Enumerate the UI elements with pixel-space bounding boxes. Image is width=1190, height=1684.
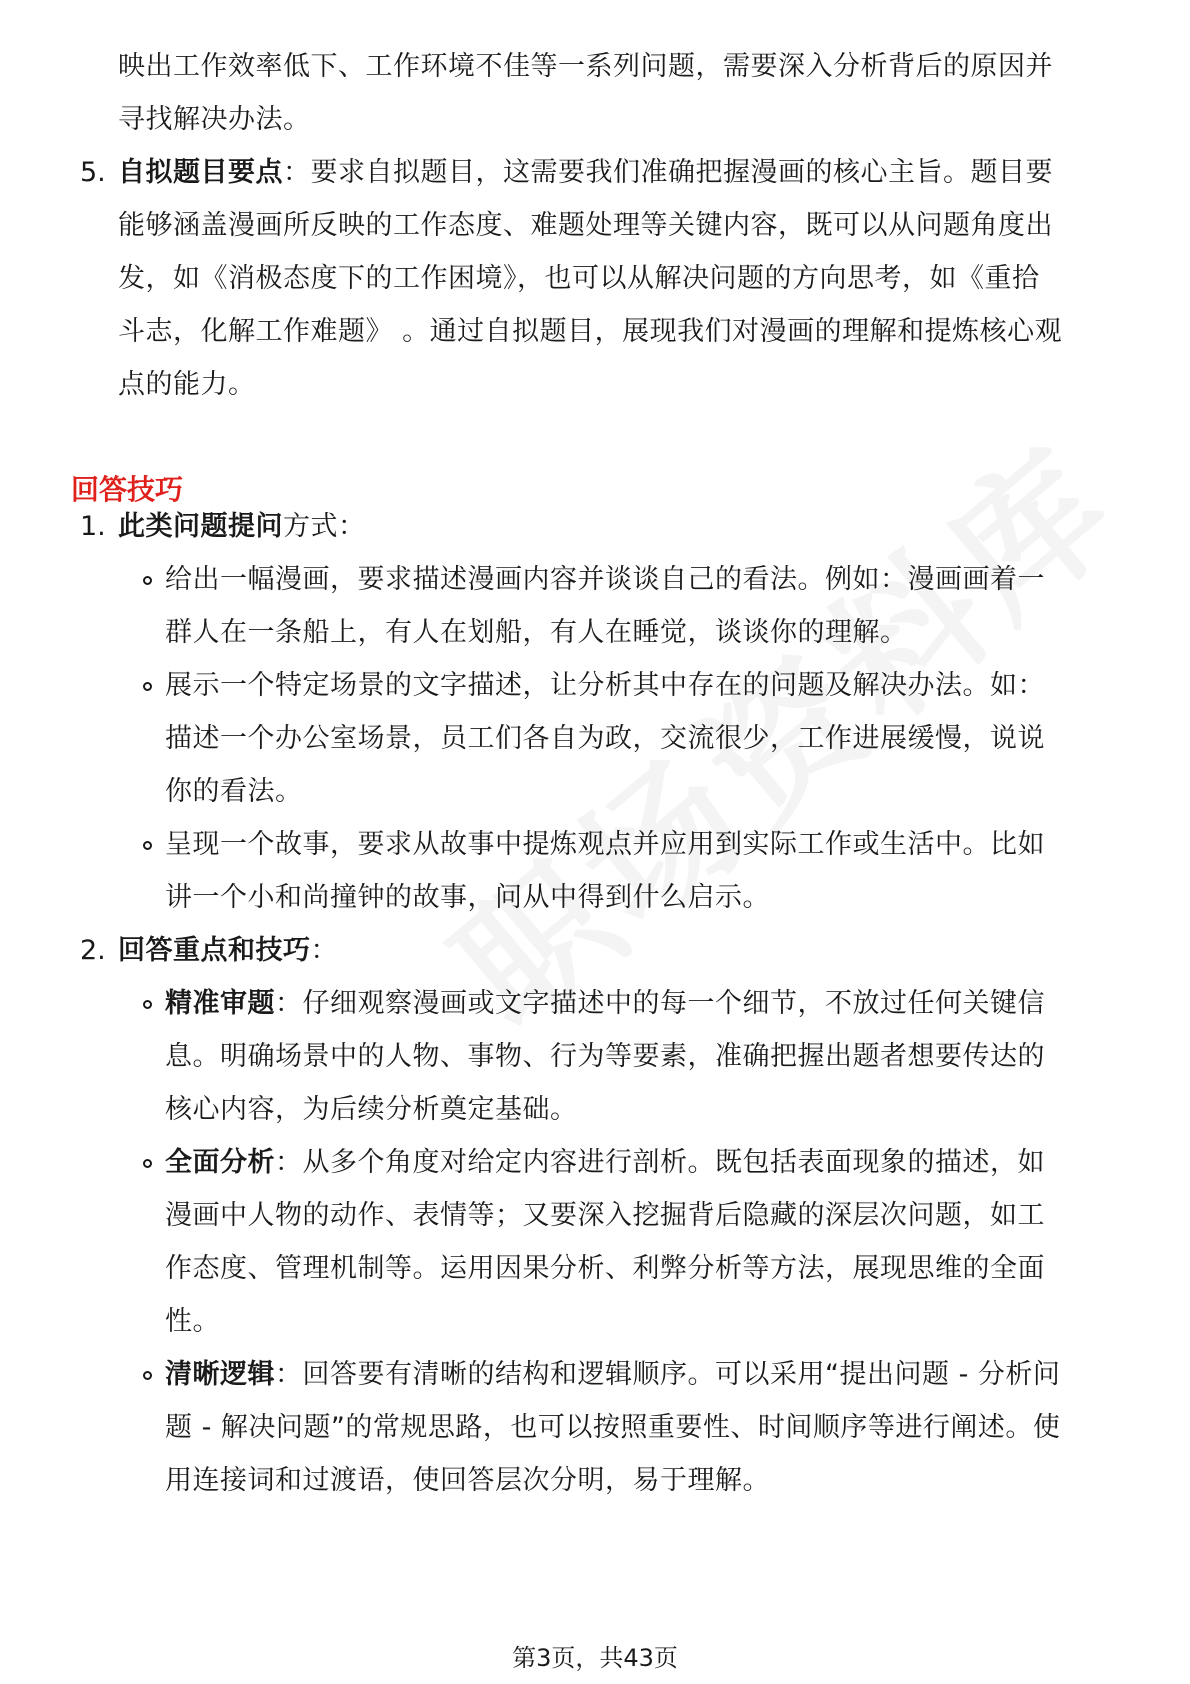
bullet-circle-icon <box>143 1159 152 1168</box>
paragraph-line: 映出工作效率低下、工作环境不佳等一系列问题，需要深入分析背后的原因并 <box>118 51 1053 82</box>
bullet-line: 描述一个办公室场景，员工们各自为政，交流很少，工作进展缓慢，说说 <box>165 723 1045 754</box>
bullet-line: 用连接词和过渡语，使回答层次分明，易于理解。 <box>165 1465 770 1496</box>
list-number: 1. <box>80 511 106 542</box>
bullet-text: ：从多个角度对给定内容进行剖析。既包括表面现象的描述，如 <box>275 1147 1045 1178</box>
bullet-line: 展示一个特定场景的文字描述，让分析其中存在的问题及解决办法。如： <box>165 670 1045 701</box>
list-item-line <box>118 144 1053 202</box>
bullet-line: 呈现一个故事，要求从故事中提炼观点并应用到实际工作或生活中。比如 <box>165 829 1045 860</box>
bullet-circle-icon <box>143 576 152 585</box>
bullet-text: ：仔细观察漫画或文字描述中的每一个细节，不放过任何关键信 <box>275 988 1045 1019</box>
item-text: 方式： <box>283 511 366 542</box>
list-item-line <box>118 922 338 980</box>
item-title: 此类问题提问 <box>118 511 283 542</box>
item-text: ： <box>310 935 338 966</box>
bullet-line: 核心内容，为后续分析奠定基础。 <box>165 1094 578 1125</box>
bullet-title: 全面分析 <box>165 1147 275 1178</box>
paragraph-line: 点的能力。 <box>118 369 256 400</box>
bullet-line: 讲一个小和尚撞钟的故事，问从中得到什么启示。 <box>165 882 770 913</box>
item-title: 回答重点和技巧 <box>118 935 311 966</box>
bullet-circle-icon <box>143 841 152 850</box>
section-heading: 回答技巧 <box>71 473 184 506</box>
bullet-line: 性。 <box>165 1306 220 1337</box>
list-item-line <box>118 498 366 556</box>
bullet-line: 息。明确场景中的人物、事物、行为等要素，准确把握出题者想要传达的 <box>165 1041 1045 1072</box>
bullet-line: 作态度、管理机制等。运用因果分析、利弊分析等方法，展现思维的全面 <box>165 1253 1045 1284</box>
page-number: 第3页，共43页 <box>512 1644 678 1672</box>
bullet-line <box>165 975 1045 1033</box>
bullet-line: 题 - 解决问题”的常规思路，也可以按照重要性、时间顺序等进行阐述。使 <box>165 1412 1061 1443</box>
bullet-line: 漫画中人物的动作、表情等；又要深入挖掘背后隐藏的深层次问题，如工 <box>165 1200 1045 1231</box>
item-text: ：要求自拟题目，这需要我们准确把握漫画的核心主旨。题目要 <box>283 157 1053 188</box>
bullet-circle-icon <box>143 682 152 691</box>
list-number: 2. <box>80 935 106 966</box>
bullet-line <box>165 1134 1045 1192</box>
bullet-line <box>165 1346 1060 1404</box>
bullet-line: 群人在一条船上，有人在划船，有人在睡觉，谈谈你的理解。 <box>165 617 908 648</box>
bullet-line: 你的看法。 <box>165 776 303 807</box>
paragraph-line: 寻找解决办法。 <box>118 104 311 135</box>
paragraph-line: 发，如《消极态度下的工作困境》，也可以从解决问题的方向思考，如《重拾 <box>118 263 1040 294</box>
item-title: 自拟题目要点 <box>118 157 283 188</box>
bullet-title: 清晰逻辑 <box>165 1359 275 1390</box>
paragraph-line: 能够涵盖漫画所反映的工作态度、难题处理等关键内容，既可以从问题角度出 <box>118 210 1053 241</box>
bullet-circle-icon <box>143 1000 152 1009</box>
bullet-circle-icon <box>143 1371 152 1380</box>
list-number: 5. <box>80 157 106 188</box>
bullet-text: ：回答要有清晰的结构和逻辑顺序。可以采用“提出问题 - 分析问 <box>275 1359 1061 1390</box>
paragraph-line: 斗志，化解工作难题》 。通过自拟题目，展现我们对漫画的理解和提炼核心观 <box>118 316 1063 347</box>
bullet-line: 给出一幅漫画，要求描述漫画内容并谈谈自己的看法。例如：漫画画着一 <box>165 564 1045 595</box>
bullet-title: 精准审题 <box>165 988 275 1019</box>
